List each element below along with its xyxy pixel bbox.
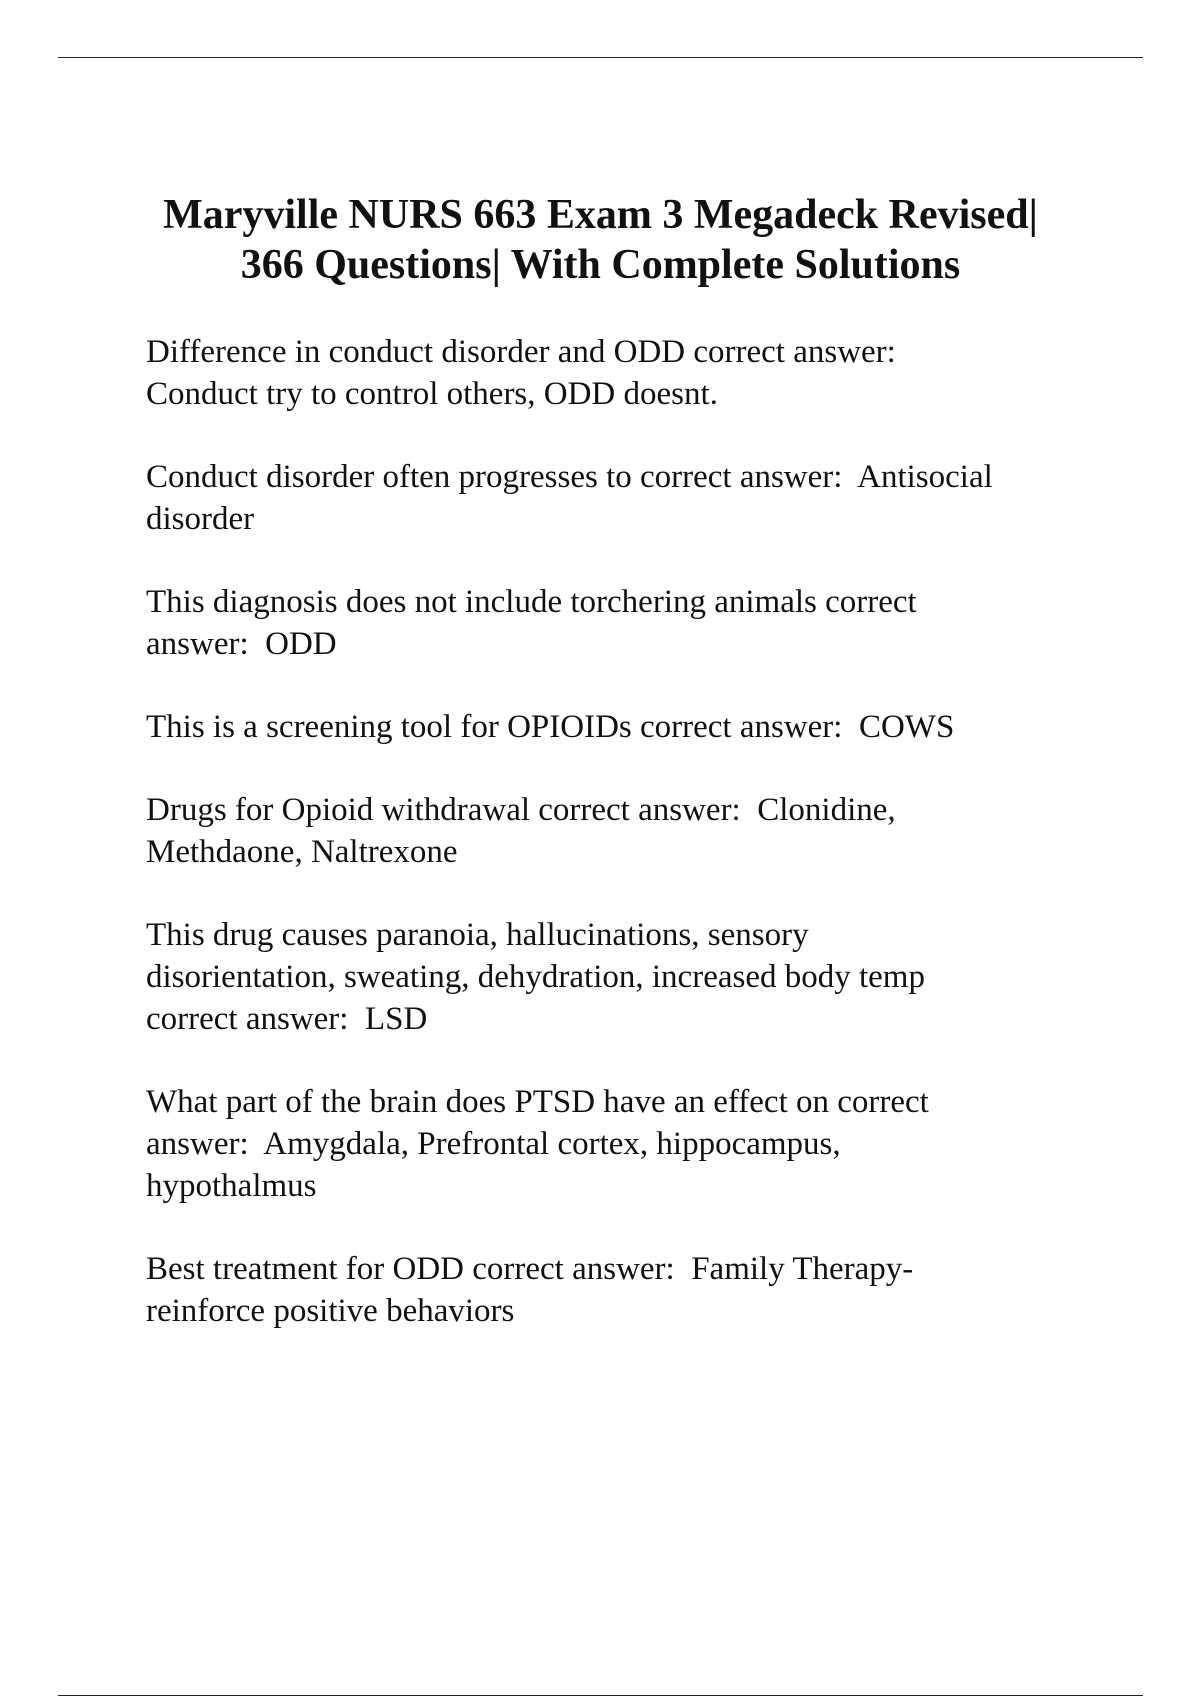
title-line-2: 366 Questions| With Complete Solutions	[240, 242, 961, 288]
qa-line: answer: Amygdala, Prefrontal cortex, hippocampus,	[146, 1126, 841, 1162]
qa-line: This drug causes paranoia, hallucinations, sensory	[146, 917, 809, 953]
qa-item	[146, 331, 1126, 415]
qa-line: Conduct try to control others, ODD doesnt.	[146, 376, 718, 412]
qa-line: Best treatment for ODD correct answer: Family Therapy-	[146, 1251, 914, 1287]
title-line-1: Maryville NURS 663 Exam 3 Megadeck Revised|	[163, 192, 1038, 238]
qa-item	[146, 1248, 1126, 1332]
qa-line: answer: ODD	[146, 626, 337, 662]
qa-line: Drugs for Opioid withdrawal correct answer: Clonidine,	[146, 792, 896, 828]
qa-line: disorder	[146, 501, 255, 537]
qa-item	[146, 789, 1126, 873]
qa-item	[146, 1081, 1126, 1207]
qa-line: Difference in conduct disorder and ODD correct answer:	[146, 334, 896, 370]
qa-item	[146, 914, 1126, 1040]
qa-line: This is a screening tool for OPIOIDs correct answer: COWS	[146, 709, 955, 745]
qa-line: What part of the brain does PTSD have an effect on correct	[146, 1084, 929, 1120]
qa-line: disorientation, sweating, dehydration, increased body temp	[146, 959, 925, 995]
qa-item	[146, 456, 1126, 540]
footer-rule	[58, 1695, 1143, 1696]
qa-line: reinforce positive behaviors	[146, 1293, 515, 1329]
qa-line: Methdaone, Naltrexone	[146, 834, 458, 870]
qa-item	[146, 706, 1126, 748]
qa-line: Conduct disorder often progresses to correct answer: Antisocial	[146, 459, 993, 495]
header-rule	[58, 57, 1143, 58]
qa-line: This diagnosis does not include torchering animals correct	[146, 584, 917, 620]
qa-line: hypothalmus	[146, 1168, 317, 1204]
page-title	[58, 190, 1143, 290]
qa-list	[146, 331, 1126, 1373]
qa-line: correct answer: LSD	[146, 1001, 428, 1037]
qa-item	[146, 581, 1126, 665]
